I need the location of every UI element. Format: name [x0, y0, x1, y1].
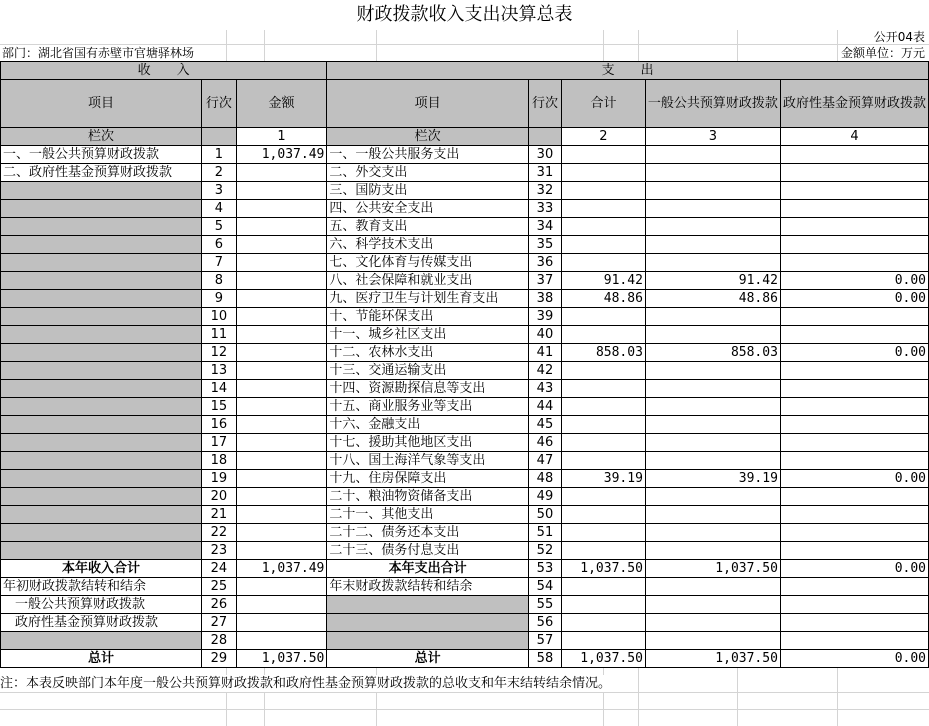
expense-total-cell — [561, 524, 645, 542]
income-amount-cell — [236, 488, 327, 506]
income-amount-cell — [236, 506, 327, 524]
table-row — [1, 254, 929, 272]
income-amount-cell — [236, 218, 327, 236]
expense-total-cell — [561, 632, 645, 650]
gov-fund-cell — [780, 380, 928, 398]
income-item-cell — [1, 506, 202, 524]
table-row — [1, 614, 929, 632]
expense-total-cell — [561, 218, 645, 236]
income-item-cell — [1, 236, 202, 254]
expense-total-cell — [561, 614, 645, 632]
income-amount-cell — [236, 254, 327, 272]
expense-item-cell: 九、医疗卫生与计划生育支出 — [327, 290, 529, 308]
expense-item-cell: 二、外交支出 — [327, 164, 529, 182]
expense-section-header: 支 出 — [327, 62, 929, 80]
gov-fund-cell — [780, 542, 928, 560]
general-budget-cell — [645, 326, 780, 344]
general-budget-cell: 858.03 — [645, 344, 780, 362]
income-row-no-header: 行次 — [202, 80, 237, 128]
col-number-3: 3 — [645, 128, 780, 146]
general-budget-cell — [645, 146, 780, 164]
expense-total-cell — [561, 200, 645, 218]
income-amount-cell — [236, 326, 327, 344]
general-budget-cell — [645, 524, 780, 542]
report-title: 财政拨款收入支出决算总表 — [0, 0, 929, 30]
expense-row-number: 32 — [528, 182, 561, 200]
form-code: 公开04表 — [873, 30, 925, 44]
expense-item-cell: 八、社会保障和就业支出 — [327, 272, 529, 290]
expense-total-cell — [561, 452, 645, 470]
expense-row-number: 37 — [528, 272, 561, 290]
col-number-2: 2 — [561, 128, 645, 146]
expense-total-cell — [561, 236, 645, 254]
income-row-number: 13 — [202, 362, 237, 380]
income-amount-cell: 1,037.50 — [236, 650, 327, 668]
expense-row-number: 39 — [528, 308, 561, 326]
general-budget-cell: 1,037.50 — [645, 650, 780, 668]
expense-item-cell: 十九、住房保障支出 — [327, 470, 529, 488]
income-amount-cell — [236, 272, 327, 290]
income-item-cell — [1, 632, 202, 650]
expense-row-number: 47 — [528, 452, 561, 470]
expense-item-cell: 十六、金融支出 — [327, 416, 529, 434]
expense-row-number: 57 — [528, 632, 561, 650]
general-budget-cell — [645, 218, 780, 236]
expense-total-cell — [561, 416, 645, 434]
income-amount-cell — [236, 236, 327, 254]
general-budget-cell — [645, 452, 780, 470]
expense-item-cell: 十二、农林水支出 — [327, 344, 529, 362]
income-row-number: 6 — [202, 236, 237, 254]
general-budget-cell — [645, 614, 780, 632]
expense-total-cell — [561, 596, 645, 614]
expense-item-cell: 本年支出合计 — [327, 560, 529, 578]
income-item-cell — [1, 272, 202, 290]
gov-fund-cell — [780, 452, 928, 470]
income-row-number: 2 — [202, 164, 237, 182]
income-amount-cell — [236, 200, 327, 218]
gov-fund-cell: 0.00 — [780, 344, 928, 362]
income-amount-cell — [236, 470, 327, 488]
income-item-cell — [1, 254, 202, 272]
col-label: 栏次 — [327, 128, 529, 146]
expense-total-cell — [561, 578, 645, 596]
table-row — [1, 632, 929, 650]
general-budget-cell: 1,037.50 — [645, 560, 780, 578]
expense-item-cell: 二十三、债务付息支出 — [327, 542, 529, 560]
table-row — [1, 596, 929, 614]
budget-table — [0, 61, 929, 668]
income-item-cell — [1, 488, 202, 506]
table-row — [1, 506, 929, 524]
general-budget-cell: 48.86 — [645, 290, 780, 308]
gov-fund-cell — [780, 434, 928, 452]
table-row — [1, 416, 929, 434]
gov-fund-cell — [780, 524, 928, 542]
income-item-cell: 政府性基金预算财政拨款 — [1, 614, 202, 632]
table-row — [1, 524, 929, 542]
income-amount-cell — [236, 632, 327, 650]
table-row — [1, 308, 929, 326]
income-item-cell: 总计 — [1, 650, 202, 668]
general-budget-cell — [645, 182, 780, 200]
income-item-cell — [1, 218, 202, 236]
gov-fund-cell — [780, 164, 928, 182]
income-row-number: 12 — [202, 344, 237, 362]
table-row — [1, 236, 929, 254]
table-row — [1, 578, 929, 596]
expense-item-cell: 二十一、其他支出 — [327, 506, 529, 524]
expense-row-number: 40 — [528, 326, 561, 344]
expense-total-cell — [561, 398, 645, 416]
income-row-number: 25 — [202, 578, 237, 596]
expense-item-cell: 十、节能环保支出 — [327, 308, 529, 326]
expense-total-cell — [561, 326, 645, 344]
general-budget-cell — [645, 434, 780, 452]
general-budget-cell — [645, 578, 780, 596]
table-row — [1, 488, 929, 506]
general-budget-cell — [645, 380, 780, 398]
expense-total-cell: 858.03 — [561, 344, 645, 362]
income-item-cell — [1, 326, 202, 344]
income-item-cell — [1, 182, 202, 200]
expense-item-cell — [327, 614, 529, 632]
expense-item-cell: 十五、商业服务业等支出 — [327, 398, 529, 416]
income-amount-cell — [236, 596, 327, 614]
gov-fund-cell — [780, 200, 928, 218]
table-row — [1, 452, 929, 470]
gov-fund-cell: 0.00 — [780, 272, 928, 290]
expense-item-cell: 十四、资源勘探信息等支出 — [327, 380, 529, 398]
expense-item-cell: 六、科学技术支出 — [327, 236, 529, 254]
income-amount-cell — [236, 290, 327, 308]
general-budget-cell — [645, 308, 780, 326]
general-budget-cell — [645, 236, 780, 254]
expense-total-cell: 1,037.50 — [561, 650, 645, 668]
expense-total-cell — [561, 164, 645, 182]
expense-row-number: 56 — [528, 614, 561, 632]
expense-item-cell: 十一、城乡社区支出 — [327, 326, 529, 344]
income-row-number: 28 — [202, 632, 237, 650]
col-label-blank — [528, 128, 561, 146]
general-budget-cell — [645, 164, 780, 182]
gov-fund-cell — [780, 146, 928, 164]
income-row-number: 5 — [202, 218, 237, 236]
table-row — [1, 542, 929, 560]
expense-item-cell: 四、公共安全支出 — [327, 200, 529, 218]
department-label: 部门：湖北省国有赤壁市官塘驿林场 — [2, 46, 195, 60]
expense-total-cell — [561, 146, 645, 164]
income-row-number: 24 — [202, 560, 237, 578]
income-row-number: 1 — [202, 146, 237, 164]
income-item-cell: 一、一般公共预算财政拨款 — [1, 146, 202, 164]
table-row — [1, 470, 929, 488]
gov-fund-cell — [780, 218, 928, 236]
gov-fund-header: 政府性基金预算财政拨款 — [780, 80, 928, 128]
expense-total-cell — [561, 434, 645, 452]
gov-fund-cell: 0.00 — [780, 290, 928, 308]
expense-row-number: 45 — [528, 416, 561, 434]
table-row — [1, 164, 929, 182]
table-row — [1, 146, 929, 164]
expense-total-cell — [561, 542, 645, 560]
income-row-number: 18 — [202, 452, 237, 470]
expense-item-cell: 年末财政拨款结转和结余 — [327, 578, 529, 596]
income-item-cell — [1, 398, 202, 416]
expense-total-header: 合计 — [561, 80, 645, 128]
expense-row-number: 52 — [528, 542, 561, 560]
expense-row-number: 49 — [528, 488, 561, 506]
income-item-cell — [1, 290, 202, 308]
income-row-number: 19 — [202, 470, 237, 488]
income-amount-cell — [236, 182, 327, 200]
income-row-number: 22 — [202, 524, 237, 542]
expense-row-number: 53 — [528, 560, 561, 578]
income-amount-cell — [236, 164, 327, 182]
general-budget-header: 一般公共预算财政拨款 — [645, 80, 780, 128]
income-row-number: 10 — [202, 308, 237, 326]
income-item-cell — [1, 434, 202, 452]
income-amount-cell — [236, 614, 327, 632]
gov-fund-cell — [780, 362, 928, 380]
income-item-cell — [1, 416, 202, 434]
gov-fund-cell: 0.00 — [780, 560, 928, 578]
expense-row-number: 55 — [528, 596, 561, 614]
income-item-cell: 本年收入合计 — [1, 560, 202, 578]
income-row-number: 14 — [202, 380, 237, 398]
gov-fund-cell — [780, 506, 928, 524]
table-row — [1, 200, 929, 218]
gov-fund-cell: 0.00 — [780, 470, 928, 488]
expense-total-cell — [561, 308, 645, 326]
expense-row-number: 34 — [528, 218, 561, 236]
general-budget-cell — [645, 200, 780, 218]
general-budget-cell — [645, 542, 780, 560]
expense-total-cell — [561, 182, 645, 200]
income-amount-cell: 1,037.49 — [236, 146, 327, 164]
gov-fund-cell: 0.00 — [780, 650, 928, 668]
expense-row-no-header: 行次 — [528, 80, 561, 128]
table-row — [1, 380, 929, 398]
income-row-number: 17 — [202, 434, 237, 452]
expense-item-cell — [327, 632, 529, 650]
table-row — [1, 344, 929, 362]
gov-fund-cell — [780, 578, 928, 596]
expense-item-cell — [327, 596, 529, 614]
gov-fund-cell — [780, 326, 928, 344]
income-row-number: 21 — [202, 506, 237, 524]
expense-item-cell: 二十、粮油物资储备支出 — [327, 488, 529, 506]
gov-fund-cell — [780, 632, 928, 650]
income-item-cell: 年初财政拨款结转和结余 — [1, 578, 202, 596]
income-item-cell: 一般公共预算财政拨款 — [1, 596, 202, 614]
income-row-number: 7 — [202, 254, 237, 272]
expense-row-number: 41 — [528, 344, 561, 362]
income-row-number: 9 — [202, 290, 237, 308]
income-amount-cell — [236, 380, 327, 398]
expense-item-cell: 五、教育支出 — [327, 218, 529, 236]
general-budget-cell — [645, 254, 780, 272]
income-row-number: 27 — [202, 614, 237, 632]
table-row — [1, 362, 929, 380]
income-item-cell — [1, 452, 202, 470]
income-amount-cell — [236, 542, 327, 560]
gov-fund-cell — [780, 254, 928, 272]
expense-row-number: 31 — [528, 164, 561, 182]
income-item-cell — [1, 362, 202, 380]
income-amount-cell — [236, 434, 327, 452]
expense-item-cell: 总计 — [327, 650, 529, 668]
income-row-number: 20 — [202, 488, 237, 506]
expense-item-cell: 一、一般公共服务支出 — [327, 146, 529, 164]
income-item-cell — [1, 200, 202, 218]
income-amount-cell — [236, 344, 327, 362]
expense-item-cell: 十三、交通运输支出 — [327, 362, 529, 380]
gov-fund-cell — [780, 488, 928, 506]
gov-fund-cell — [780, 416, 928, 434]
table-row — [1, 560, 929, 578]
table-row — [1, 218, 929, 236]
general-budget-cell — [645, 488, 780, 506]
expense-row-number: 58 — [528, 650, 561, 668]
expense-item-cell: 三、国防支出 — [327, 182, 529, 200]
gov-fund-cell — [780, 308, 928, 326]
expense-row-number: 51 — [528, 524, 561, 542]
gov-fund-cell — [780, 182, 928, 200]
expense-row-number: 46 — [528, 434, 561, 452]
expense-total-cell — [561, 488, 645, 506]
gov-fund-cell — [780, 398, 928, 416]
expense-row-number: 35 — [528, 236, 561, 254]
col-label: 栏次 — [1, 128, 202, 146]
col-number-4: 4 — [780, 128, 928, 146]
expense-row-number: 38 — [528, 290, 561, 308]
table-row — [1, 272, 929, 290]
income-item-cell — [1, 524, 202, 542]
income-row-number: 11 — [202, 326, 237, 344]
general-budget-cell — [645, 398, 780, 416]
expense-total-cell: 48.86 — [561, 290, 645, 308]
income-amount-cell — [236, 452, 327, 470]
income-amount-cell: 1,037.49 — [236, 560, 327, 578]
income-item-header: 项目 — [1, 80, 202, 128]
expense-item-cell: 十八、国土海洋气象等支出 — [327, 452, 529, 470]
general-budget-cell — [645, 362, 780, 380]
expense-item-cell: 二十二、债务还本支出 — [327, 524, 529, 542]
unit-label: 金额单位：万元 — [840, 46, 925, 60]
general-budget-cell: 91.42 — [645, 272, 780, 290]
income-amount-cell — [236, 308, 327, 326]
col-label-blank — [202, 128, 237, 146]
income-row-number: 16 — [202, 416, 237, 434]
footnote: 注：本表反映部门本年度一般公共预算财政拨款和政府性基金预算财政拨款的总收支和年末结转结余情况。 — [0, 676, 612, 691]
table-row — [1, 398, 929, 416]
expense-row-number: 48 — [528, 470, 561, 488]
table-row — [1, 182, 929, 200]
table-row — [1, 434, 929, 452]
income-item-cell — [1, 470, 202, 488]
income-item-cell: 二、政府性基金预算财政拨款 — [1, 164, 202, 182]
table-row — [1, 290, 929, 308]
expense-row-number: 42 — [528, 362, 561, 380]
expense-row-number: 30 — [528, 146, 561, 164]
table-row — [1, 650, 929, 668]
income-amount-cell — [236, 362, 327, 380]
income-amount-header: 金额 — [236, 80, 327, 128]
expense-row-number: 50 — [528, 506, 561, 524]
income-row-number: 26 — [202, 596, 237, 614]
income-item-cell — [1, 380, 202, 398]
expense-total-cell: 1,037.50 — [561, 560, 645, 578]
income-row-number: 29 — [202, 650, 237, 668]
expense-item-cell: 十七、援助其他地区支出 — [327, 434, 529, 452]
expense-item-header: 项目 — [327, 80, 529, 128]
expense-total-cell — [561, 506, 645, 524]
income-amount-cell — [236, 398, 327, 416]
income-item-cell — [1, 308, 202, 326]
general-budget-cell: 39.19 — [645, 470, 780, 488]
general-budget-cell — [645, 632, 780, 650]
gov-fund-cell — [780, 596, 928, 614]
expense-row-number: 44 — [528, 398, 561, 416]
income-row-number: 23 — [202, 542, 237, 560]
general-budget-cell — [645, 416, 780, 434]
income-row-number: 8 — [202, 272, 237, 290]
expense-row-number: 43 — [528, 380, 561, 398]
general-budget-cell — [645, 596, 780, 614]
expense-total-cell: 39.19 — [561, 470, 645, 488]
income-section-header: 收 入 — [1, 62, 327, 80]
income-item-cell — [1, 542, 202, 560]
expense-row-number: 54 — [528, 578, 561, 596]
expense-total-cell — [561, 254, 645, 272]
expense-total-cell — [561, 380, 645, 398]
expense-row-number: 36 — [528, 254, 561, 272]
income-item-cell — [1, 344, 202, 362]
gov-fund-cell — [780, 614, 928, 632]
col-number-1: 1 — [236, 128, 327, 146]
expense-total-cell: 91.42 — [561, 272, 645, 290]
income-amount-cell — [236, 578, 327, 596]
expense-item-cell: 七、文化体育与传媒支出 — [327, 254, 529, 272]
income-amount-cell — [236, 524, 327, 542]
general-budget-cell — [645, 506, 780, 524]
table-row — [1, 326, 929, 344]
income-amount-cell — [236, 416, 327, 434]
expense-total-cell — [561, 362, 645, 380]
income-row-number: 4 — [202, 200, 237, 218]
income-row-number: 3 — [202, 182, 237, 200]
expense-row-number: 33 — [528, 200, 561, 218]
gov-fund-cell — [780, 236, 928, 254]
income-row-number: 15 — [202, 398, 237, 416]
